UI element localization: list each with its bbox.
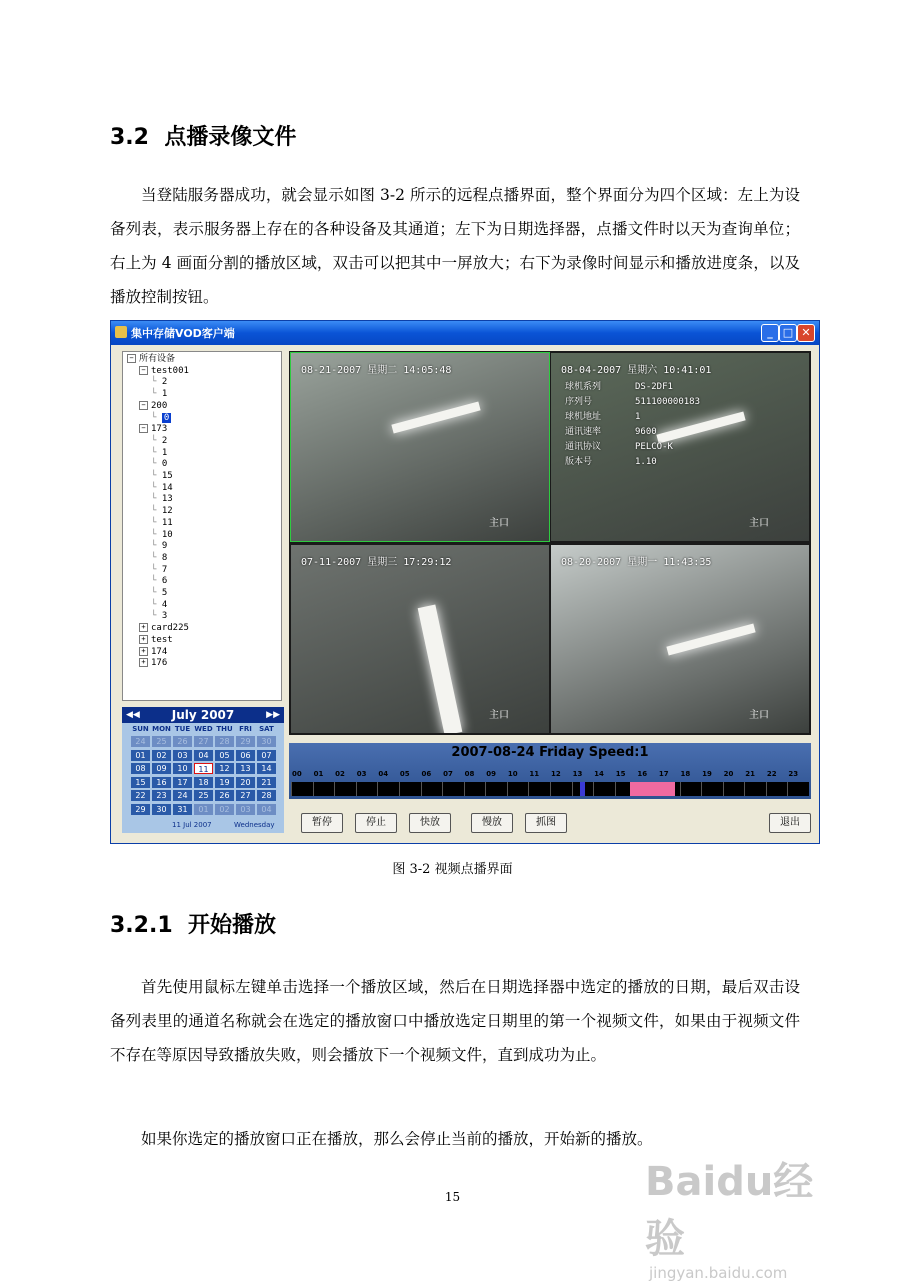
tree-node-label: 1 <box>161 389 168 400</box>
timeline-tick <box>485 782 486 796</box>
calendar-day[interactable]: 27 <box>236 790 255 801</box>
baidu-watermark <box>645 1150 845 1282</box>
calendar-day[interactable]: 28 <box>215 736 234 747</box>
timeline-hour-label: 09 <box>486 770 496 778</box>
tree-branch-icon: └ <box>151 494 162 505</box>
intro-paragraph-text: 当登陆服务器成功，就会显示如图 3-2 所示的远程点播界面，整个界面分为四个区域：左上为设备列表，表示服务器上存在的各种设备及其通道；左下为日期选择器，点播文件时以天为查询单位；右上为 4 画面分割的播放区域，双击可以把其中一屏放大；右下为录像时间显示和播放进度条，以及播放控制按钮。 <box>110 186 800 306</box>
timeline-tick <box>291 782 292 796</box>
collapse-icon[interactable]: − <box>139 424 148 433</box>
calendar-day[interactable]: 16 <box>152 777 171 788</box>
tree-node[interactable] <box>151 494 173 505</box>
tree-node[interactable] <box>151 471 173 482</box>
paragraph-3-text: 如果你选定的播放窗口正在播放，那么会停止当前的播放，开始新的播放。 <box>141 1130 653 1148</box>
app-icon <box>115 326 127 338</box>
tree-node[interactable] <box>151 459 167 470</box>
tree-branch-icon: └ <box>151 517 162 528</box>
camera-label: 主口 <box>489 710 509 721</box>
timeline-hour-label: 05 <box>399 770 410 778</box>
calendar-day[interactable]: 11 <box>194 763 213 774</box>
timeline-tick <box>442 782 443 796</box>
calendar-day[interactable]: 10 <box>173 763 192 774</box>
camera-label: 主口 <box>489 518 509 529</box>
timeline-tick <box>593 782 594 796</box>
tree-branch-icon: └ <box>151 471 162 481</box>
timeline-hour-label: 02 <box>335 770 345 778</box>
page-number: 15 <box>444 1190 461 1204</box>
timeline-hour-label: 00 <box>292 770 302 778</box>
tree-node-label: 200 <box>151 400 168 411</box>
timeline-tick <box>334 782 335 796</box>
timeline-hour-label: 10 <box>507 770 518 778</box>
timeline-tick <box>680 782 681 796</box>
ceiling-light-image <box>391 402 480 434</box>
calendar-day[interactable]: 01 <box>194 804 213 815</box>
pause-button[interactable]: 暂停 <box>301 813 343 833</box>
camera-timestamp: 08-21-2007 星期二 14:05:48 <box>301 365 452 376</box>
calendar-day[interactable]: 14 <box>257 763 276 774</box>
subsection-title-text: 开始播放 <box>187 913 276 938</box>
maximize-button[interactable]: □ <box>779 324 797 342</box>
tree-node-label: 8 <box>161 552 168 563</box>
timeline-hour-label: 06 <box>421 770 432 778</box>
timeline-hour-label: 23 <box>788 770 799 778</box>
calendar-day[interactable]: 25 <box>152 736 171 747</box>
timeline-tick <box>464 782 465 796</box>
camera-timestamp: 08-04-2007 星期六 10:41:01 <box>561 365 712 376</box>
calendar-day[interactable]: 24 <box>173 790 192 801</box>
tree-node[interactable] <box>151 530 173 541</box>
expand-icon[interactable]: + <box>139 623 148 632</box>
timeline-hour-label: 20 <box>723 770 734 778</box>
timeline-tick <box>787 782 788 796</box>
calendar-weekday: FRI <box>239 725 252 733</box>
timeline-tick <box>550 782 551 796</box>
calendar-day[interactable]: 28 <box>257 790 276 801</box>
timeline-tick <box>377 782 378 796</box>
tree-branch-icon: └ <box>151 435 162 446</box>
tree-node[interactable] <box>139 401 167 412</box>
slow-play-button[interactable]: 慢放 <box>471 813 513 833</box>
tree-branch-icon: └ <box>151 541 162 552</box>
ceiling-light-image <box>418 605 463 733</box>
exit-button[interactable]: 退出 <box>769 813 811 833</box>
video-grid <box>289 351 811 735</box>
calendar-day[interactable]: 26 <box>215 790 234 801</box>
tree-node[interactable] <box>127 354 175 365</box>
calendar-day[interactable]: 27 <box>194 736 213 747</box>
timeline-hour-label: 12 <box>551 770 561 778</box>
calendar-day[interactable]: 03 <box>236 804 255 815</box>
timeline-hour-label: 22 <box>766 770 777 778</box>
tree-node-label: card225 <box>151 623 189 634</box>
calendar-month-label: July 2007 <box>122 707 284 723</box>
camera-osd-line: 球机地址 1 <box>565 412 641 422</box>
timeline-hour-label: 19 <box>702 770 712 778</box>
calendar-day[interactable]: 29 <box>236 736 255 747</box>
tree-node[interactable] <box>151 611 167 622</box>
tree-node-label: 10 <box>161 529 173 540</box>
section-title-text: 点播录像文件 <box>164 125 297 150</box>
camera-label: 主口 <box>749 710 769 721</box>
tree-branch-icon: └ <box>151 506 162 517</box>
tree-node[interactable] <box>139 647 167 658</box>
expand-icon[interactable]: + <box>139 647 148 656</box>
timeline-hour-label: 17 <box>658 770 669 778</box>
tree-node[interactable] <box>151 576 167 587</box>
timeline-tick <box>766 782 767 796</box>
timeline-tick <box>313 782 314 796</box>
timeline-hour-label: 04 <box>378 770 389 778</box>
window-title: 集中存储VOD客户端 <box>131 327 235 340</box>
timeline-tick <box>356 782 357 796</box>
tree-node-label: 2 <box>161 435 168 446</box>
tree-node[interactable] <box>151 483 173 494</box>
calendar-weekday: SUN <box>132 725 149 733</box>
expand-icon[interactable]: + <box>139 635 148 644</box>
tree-branch-icon: └ <box>151 459 162 470</box>
tree-node[interactable] <box>151 553 167 564</box>
calendar-weekday: WED <box>194 725 213 733</box>
timeline-hour-label: 18 <box>680 770 691 778</box>
vod-client-window <box>110 320 820 844</box>
tree-node-label: 3 <box>161 611 168 622</box>
tree-node[interactable] <box>139 366 189 377</box>
calendar-day[interactable]: 20 <box>236 777 255 788</box>
calendar-weekday: TUE <box>174 725 191 733</box>
fast-forward-button[interactable]: 快放 <box>409 813 451 833</box>
tree-node-label: 13 <box>161 494 173 505</box>
calendar-weekday: THU <box>216 725 233 733</box>
timeline-hour-label: 11 <box>529 770 540 778</box>
tree-node[interactable] <box>139 424 167 435</box>
timeline-tick <box>528 782 529 796</box>
calendar-weekday: SAT <box>259 725 274 733</box>
timeline-tick <box>744 782 745 796</box>
tree-node-label: 12 <box>161 506 173 517</box>
video-pane-2[interactable] <box>551 353 809 541</box>
tree-branch-icon: └ <box>151 529 162 540</box>
tree-node-label: 0 <box>163 412 170 423</box>
camera-label: 主口 <box>749 518 769 529</box>
calendar-prev-button[interactable]: ◀◀ <box>126 710 140 720</box>
date-picker <box>122 707 284 833</box>
tree-node[interactable] <box>139 658 167 669</box>
tree-node-label: test001 <box>151 365 189 376</box>
calendar-day[interactable]: 26 <box>173 736 192 747</box>
tree-branch-icon: └ <box>151 552 162 563</box>
timeline-hour-label: 14 <box>594 770 604 778</box>
calendar-day[interactable]: 12 <box>215 763 234 774</box>
paragraph-2-text: 首先使用鼠标左键单击选择一个播放区域，然后在日期选择器中选定的播放的日期，最后双击设备列表里的通道名称就会在选定的播放窗口中播放选定日期里的第一个视频文件，如果由于视频文件不存在等原因导致播放失败，则会播放下一个视频文件，直到成功为止。 <box>110 978 800 1064</box>
timeline-panel <box>289 743 811 799</box>
tree-branch-icon: └ <box>151 611 162 622</box>
calendar-day[interactable]: 29 <box>131 804 150 815</box>
tree-node-label: 174 <box>151 646 168 657</box>
timeline-tick <box>399 782 400 796</box>
tree-node-label: 5 <box>161 588 168 598</box>
calendar-day[interactable]: 13 <box>236 763 255 774</box>
calendar-day[interactable]: 31 <box>173 804 192 815</box>
calendar-day[interactable]: 24 <box>131 736 150 747</box>
tree-node[interactable] <box>151 541 167 552</box>
calendar-day[interactable]: 04 <box>257 804 276 815</box>
tree-branch-icon: └ <box>151 564 162 575</box>
timeline-hour-label: 16 <box>637 770 648 778</box>
timeline-hour-label: 01 <box>313 770 324 778</box>
tree-branch-icon: └ <box>151 377 162 388</box>
timeline-hour-label: 08 <box>464 770 475 778</box>
tree-node[interactable] <box>151 600 167 611</box>
tree-branch-icon: └ <box>151 588 162 598</box>
expand-icon[interactable]: + <box>139 658 148 667</box>
timeline-hour-label: 03 <box>356 770 367 778</box>
calendar-day[interactable]: 30 <box>152 804 171 815</box>
video-pane-4[interactable] <box>551 545 809 733</box>
device-tree[interactable] <box>122 351 282 701</box>
calendar-day[interactable]: 09 <box>152 763 171 774</box>
calendar-day[interactable]: 06 <box>236 750 255 761</box>
timeline-recording-segment[interactable] <box>630 782 675 796</box>
tree-node[interactable] <box>151 377 167 388</box>
camera-osd-line: 通讯速率 9600 <box>565 427 657 437</box>
timeline-title: 2007-08-24 Friday Speed:1 <box>451 745 649 760</box>
tree-node[interactable] <box>151 565 167 576</box>
camera-osd-line: 球机系列 DS-2DF1 <box>565 382 673 392</box>
watermark-url: jingyan.baidu.com <box>649 1264 788 1282</box>
tree-node-label: 2 <box>161 377 168 388</box>
video-pane-3[interactable] <box>291 545 549 733</box>
tree-node[interactable] <box>151 506 173 517</box>
tree-node[interactable] <box>151 588 167 599</box>
timeline-tick <box>507 782 508 796</box>
watermark-brand: Baidu经验 <box>645 1159 814 1262</box>
collapse-icon[interactable]: − <box>127 354 136 363</box>
calendar-day[interactable]: 01 <box>131 750 150 761</box>
tree-node-label: 7 <box>161 564 168 575</box>
calendar-day[interactable]: 02 <box>215 804 234 815</box>
stop-button[interactable]: 停止 <box>355 813 397 833</box>
camera-timestamp: 07-11-2007 星期三 17:29:12 <box>301 557 452 568</box>
tree-branch-icon: └ <box>151 412 162 423</box>
tree-node-label: 1 <box>161 447 168 458</box>
tree-branch-icon: └ <box>151 576 162 587</box>
calendar-day[interactable]: 21 <box>257 777 276 788</box>
tree-branch-icon: └ <box>151 389 162 400</box>
tree-node-label: 15 <box>161 471 173 481</box>
calendar-footer-date: 11 Jul 2007 <box>172 821 212 829</box>
video-pane-1[interactable] <box>291 353 549 541</box>
camera-osd-line: 序列号 511100000183 <box>565 397 701 407</box>
close-button[interactable]: ✕ <box>797 324 815 342</box>
tree-node-label: 4 <box>161 599 168 610</box>
section-title <box>110 120 296 151</box>
calendar-day[interactable]: 02 <box>152 750 171 761</box>
calendar-day[interactable]: 23 <box>152 790 171 801</box>
tree-node[interactable] <box>151 436 167 447</box>
tree-branch-icon: └ <box>151 447 162 458</box>
calendar-day[interactable]: 19 <box>215 777 234 788</box>
timeline-recording-segment[interactable] <box>580 782 584 796</box>
camera-osd-line: 通讯协议 PELCO-K <box>565 442 673 452</box>
timeline-hour-label: 21 <box>745 770 755 778</box>
camera-osd-line: 版本号 1.10 <box>565 457 657 467</box>
tree-node-label: 176 <box>151 658 168 669</box>
tree-node-label: 9 <box>161 541 168 552</box>
tree-node[interactable] <box>151 389 167 400</box>
tree-node-label: 14 <box>161 482 173 493</box>
section-number: 3.2 <box>110 125 149 150</box>
calendar-day[interactable]: 05 <box>215 750 234 761</box>
calendar-day[interactable]: 22 <box>131 790 150 801</box>
calendar-day[interactable]: 17 <box>173 777 192 788</box>
calendar-day[interactable]: 08 <box>131 763 150 774</box>
calendar-footer-day: Wednesday <box>234 821 275 829</box>
calendar-day[interactable]: 30 <box>257 736 276 747</box>
timeline-hour-label: 13 <box>572 770 583 778</box>
tree-node[interactable] <box>139 635 173 646</box>
tree-node-label: test <box>151 634 173 645</box>
timeline-tick <box>572 782 573 796</box>
tree-branch-icon: └ <box>151 482 162 493</box>
tree-node-label: 6 <box>161 576 168 587</box>
calendar-day[interactable]: 25 <box>194 790 213 801</box>
tree-node[interactable] <box>151 518 173 529</box>
timeline-hour-label: 15 <box>615 770 626 778</box>
calendar-weekday: MON <box>152 725 171 733</box>
calendar-day[interactable]: 15 <box>131 777 150 788</box>
calendar-day[interactable]: 18 <box>194 777 213 788</box>
timeline-tick <box>723 782 724 796</box>
window-titlebar[interactable] <box>111 321 819 345</box>
tree-node[interactable] <box>139 623 189 634</box>
calendar-day[interactable]: 03 <box>173 750 192 761</box>
timeline-tick <box>701 782 702 796</box>
collapse-icon[interactable]: − <box>139 366 148 375</box>
tree-node-label: 173 <box>151 424 168 435</box>
tree-branch-icon: └ <box>151 599 162 610</box>
figure-caption: 图 3-2 视频点播界面 <box>392 862 513 877</box>
collapse-icon[interactable]: − <box>139 401 148 410</box>
camera-timestamp: 08-20-2007 星期一 11:43:35 <box>561 557 712 568</box>
tree-node-label: 所有设备 <box>139 354 176 364</box>
calendar-next-button[interactable]: ▶▶ <box>266 710 280 720</box>
calendar-day[interactable]: 07 <box>257 750 276 761</box>
intro-paragraph <box>110 178 800 314</box>
tree-node[interactable] <box>151 448 167 459</box>
timeline-progress-bar[interactable] <box>291 782 809 796</box>
subsection-title <box>110 908 276 939</box>
timeline-tick <box>615 782 616 796</box>
timeline-hour-label: 07 <box>443 770 453 778</box>
tree-node[interactable] <box>151 413 171 424</box>
paragraph-2 <box>110 970 800 1072</box>
tree-node-label: 11 <box>161 517 173 528</box>
subsection-number: 3.2.1 <box>110 913 173 938</box>
minimize-button[interactable]: _ <box>761 324 779 342</box>
timeline-tick <box>421 782 422 796</box>
capture-button[interactable]: 抓图 <box>525 813 567 833</box>
calendar-day[interactable]: 04 <box>194 750 213 761</box>
ceiling-light-image <box>666 624 755 656</box>
tree-node-label: 0 <box>161 459 168 470</box>
